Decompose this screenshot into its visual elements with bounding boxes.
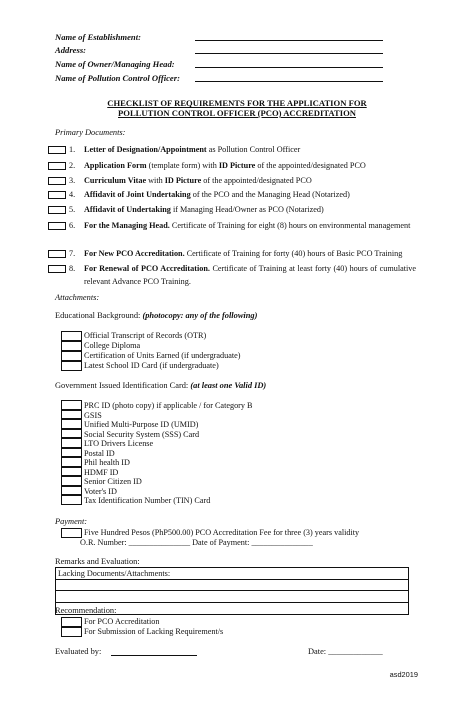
field-label-address: Address: (55, 45, 87, 55)
checkbox-item-3[interactable] (48, 177, 66, 185)
evaluated-by-label: Evaluated by: (55, 647, 102, 656)
checkbox-gsis[interactable] (61, 410, 82, 420)
checkbox-prc-id[interactable] (61, 400, 82, 410)
requirement-item-6: For the Managing Head. Certificate of Training for eight (8) hours on environmental management (84, 221, 411, 230)
gov-id-item: Phil health ID (84, 458, 130, 467)
checkbox-postal[interactable] (61, 448, 82, 458)
item-number: 4. (69, 190, 76, 199)
item-number: 5. (69, 205, 76, 214)
gov-id-item: Tax Identification Number (TIN) Card (84, 496, 211, 505)
checkbox-diploma[interactable] (61, 341, 82, 351)
recommendation-item: For Submission of Lacking Requirement/s (84, 627, 224, 636)
checkbox-hdmf[interactable] (61, 467, 82, 477)
requirement-item-4: Affidavit of Joint Undertaking of the PCO and the Managing Head (Notarized) (84, 190, 350, 199)
checkbox-lacking-requirements[interactable] (61, 627, 82, 637)
requirement-item-2: Application Form (template form) with ID Picture of the appointed/designated PCO (84, 161, 366, 170)
remarks-row-lacking[interactable]: Lacking Documents/Attachments: (56, 568, 408, 580)
item-number: 7. (69, 249, 76, 258)
checklist-title-line1: CHECKLIST OF REQUIREMENTS FOR THE APPLICATION FOR (107, 98, 367, 108)
date-field[interactable]: Date: _____________ (308, 647, 383, 656)
field-line-pco[interactable] (195, 81, 383, 82)
remarks-row[interactable] (56, 580, 408, 592)
checkbox-voter[interactable] (61, 486, 82, 496)
government-id-heading: Government Issued Identification Card: (at least one Valid ID) (55, 381, 267, 390)
recommendation-heading: Recommendation: (55, 606, 117, 615)
payment-fee-text: Five Hundred Pesos (PhP500.00) PCO Accreditation Fee for three (3) years validity (84, 528, 360, 537)
recommendation-item: For PCO Accreditation (84, 617, 160, 626)
checkbox-item-1[interactable] (48, 146, 66, 154)
field-label-establishment: Name of Establishment: (55, 32, 141, 42)
checkbox-sss[interactable] (61, 429, 82, 439)
checkbox-philhealth[interactable] (61, 457, 82, 467)
checkbox-item-2[interactable] (48, 162, 66, 170)
educational-background-heading: Educational Background: (photocopy: any of the following) (55, 311, 258, 320)
checkbox-item-8[interactable] (48, 265, 66, 273)
remarks-row[interactable] (56, 591, 408, 603)
remarks-heading: Remarks and Evaluation: (55, 557, 140, 566)
gov-id-item: Social Security System (SSS) Card (84, 429, 200, 439)
item-number: 8. (69, 264, 76, 273)
checkbox-payment[interactable] (61, 528, 82, 538)
field-label-owner: Name of Owner/Managing Head: (55, 59, 175, 69)
evaluated-by-line[interactable] (111, 655, 197, 656)
checkbox-for-accreditation[interactable] (61, 617, 82, 627)
checkbox-umid[interactable] (61, 419, 82, 429)
gov-id-item: Postal ID (84, 448, 115, 458)
gov-id-item: Unified Multi-Purpose ID (UMID) (84, 420, 199, 429)
education-item-school-id: Latest School ID Card (if undergraduate) (84, 361, 219, 370)
checkbox-item-7[interactable] (48, 250, 66, 258)
gov-id-item: Voter's ID (84, 486, 117, 496)
checkbox-tin[interactable] (61, 495, 82, 505)
item-number: 2. (69, 161, 76, 170)
checkbox-item-4[interactable] (48, 191, 66, 199)
requirement-item-8: For Renewal of PCO Accreditation. Certificate of Training at least forty (40) hours of cumulative relevant Advance PCO Training. (84, 264, 416, 286)
education-item-otr: Official Transcript of Records (OTR) (84, 331, 207, 340)
primary-documents-heading: Primary Documents: (55, 128, 126, 137)
gov-id-item: HDMF ID (84, 467, 119, 477)
attachments-heading: Attachments: (55, 293, 100, 302)
form-code: asd2019 (389, 670, 418, 679)
checklist-title-line2: POLLUTION CONTROL OFFICER (PCO) ACCREDITATION (118, 108, 356, 118)
field-line-establishment[interactable] (195, 40, 383, 41)
gov-id-item: PRC ID (photo copy) if applicable / for Category B (84, 401, 253, 410)
checkbox-item-6[interactable] (48, 222, 66, 230)
gov-id-item: LTO Drivers License (84, 439, 154, 448)
checkbox-lto[interactable] (61, 438, 82, 448)
gov-id-item: GSIS (84, 410, 102, 420)
field-line-owner[interactable] (195, 67, 383, 68)
requirement-item-1: Letter of Designation/Appointment as Pollution Control Officer (84, 145, 301, 154)
field-line-address[interactable] (195, 53, 383, 54)
education-item-units-earned: Certification of Units Earned (if undergraduate) (84, 351, 241, 360)
checkbox-school-id[interactable] (61, 361, 82, 371)
item-number: 1. (69, 145, 76, 154)
checkbox-item-5[interactable] (48, 206, 66, 214)
or-number-line: O.R. Number: _______________ Date of Payment: _______________ (80, 538, 313, 547)
item-number: 6. (69, 221, 76, 230)
gov-id-item: Senior Citizen ID (84, 477, 142, 486)
field-label-pco: Name of Pollution Control Officer: (55, 73, 180, 83)
checkbox-otr[interactable] (61, 331, 82, 341)
checkbox-senior[interactable] (61, 476, 82, 486)
payment-heading: Payment: (55, 517, 88, 526)
requirement-item-7: For New PCO Accreditation. Certificate of Training for forty (40) hours of Basic PCO Training (84, 249, 403, 258)
requirement-item-5: Affidavit of Undertaking if Managing Head/Owner as PCO (Notarized) (84, 205, 324, 214)
checkbox-units-earned[interactable] (61, 351, 82, 361)
requirement-item-3: Curriculum Vitae with ID Picture of the appointed/designated PCO (84, 176, 312, 185)
item-number: 3. (69, 176, 76, 185)
education-item-diploma: College Diploma (84, 341, 141, 350)
